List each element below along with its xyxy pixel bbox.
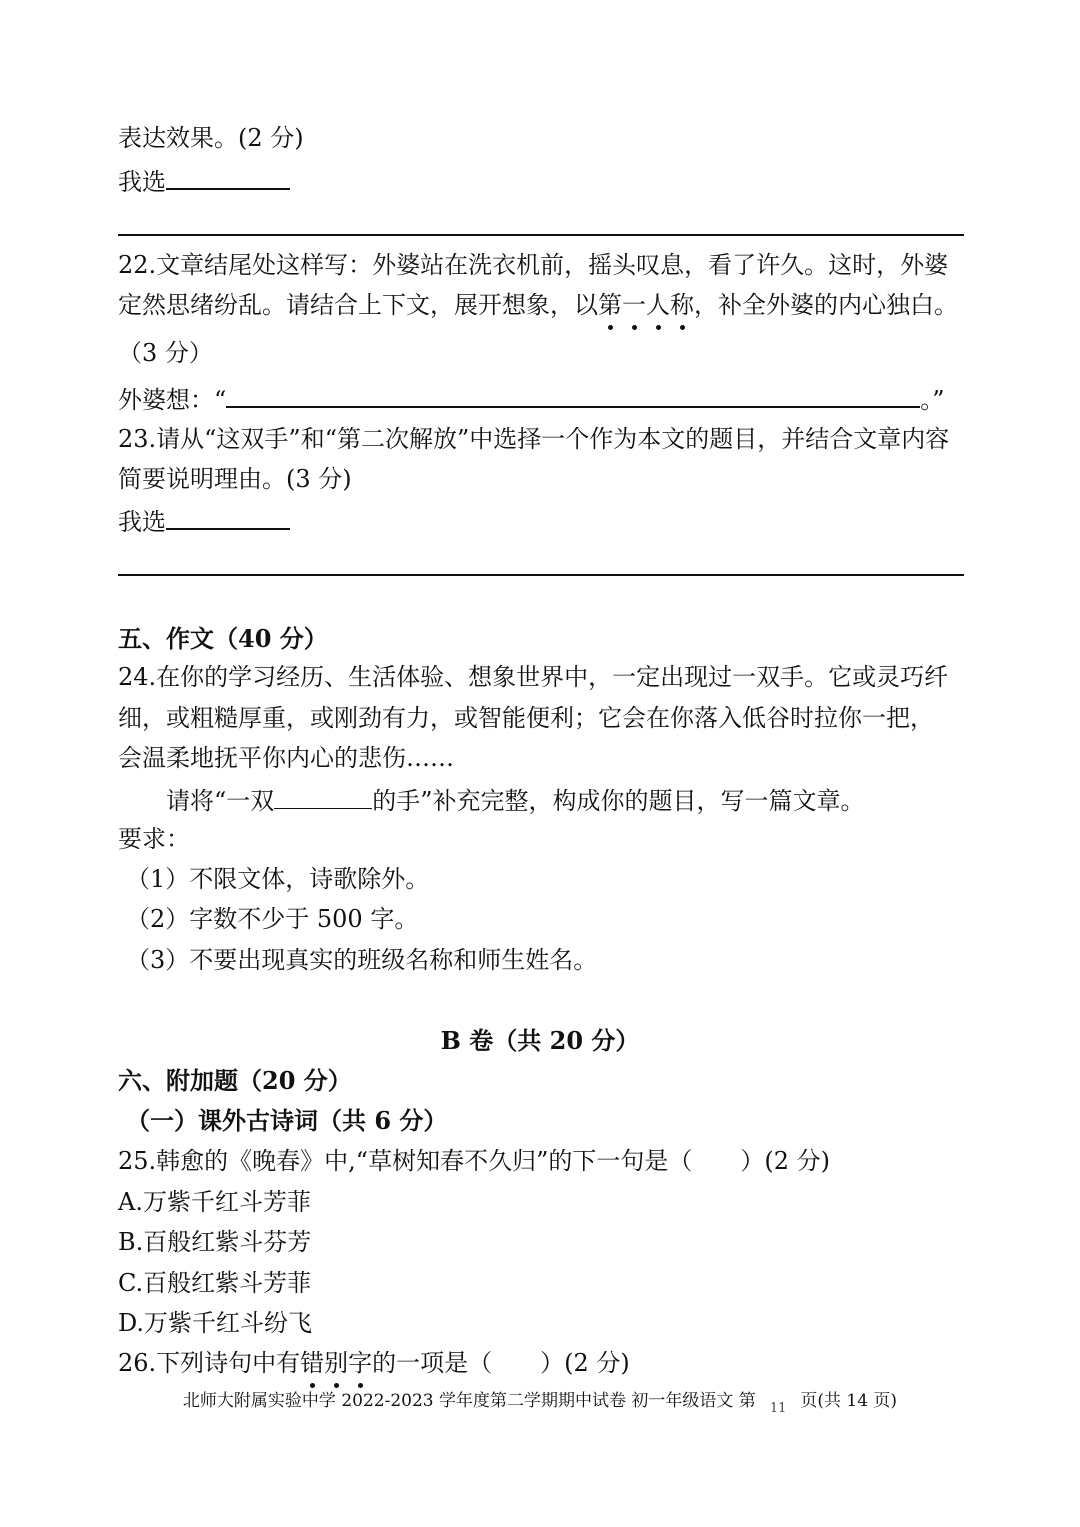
q25-stem: 25.韩愈的《晚春》中,“草树知春不久归”的下一句是（ ）(2 分) xyxy=(118,1147,830,1175)
q21-choose-row xyxy=(118,164,290,197)
q25-option-a[interactable]: A.万紫千红斗芳菲 xyxy=(118,1188,311,1216)
q22-monologue-blank[interactable] xyxy=(226,382,920,408)
q24-requirement-2: （2）字数不少于 500 字。 xyxy=(126,905,419,933)
section6-sub1-title: （一）课外古诗词（共 6 分） xyxy=(126,1106,448,1135)
q26-stem-after: 的一项是（ ）(2 分) xyxy=(372,1349,630,1377)
q24-title-blank[interactable] xyxy=(274,784,372,809)
q22-prompt-label: 外婆想：“ xyxy=(118,386,227,414)
q26-emph-char-1: 错 xyxy=(300,1349,325,1377)
q22-line2-after: ，补全外婆的内心独白。 xyxy=(694,291,958,319)
q23-choose-row xyxy=(118,504,290,537)
page-footer xyxy=(0,1390,1080,1414)
q26-stem-before: 26.下列诗句中有 xyxy=(118,1349,301,1377)
q21-answer-line[interactable] xyxy=(118,234,964,236)
q22-line2 xyxy=(118,290,958,320)
q24-line2: 细，或粗糙厚重，或刚劲有力，或智能便利；它会在你落入低谷时拉你一把， xyxy=(118,704,934,732)
q24-line3: 会温柔地抚平你内心的悲伤…… xyxy=(118,744,454,772)
footer-text-before: 北师大附属实验中学 2022-2023 学年度第二学期期中试卷 初一年级语文 第 xyxy=(182,1391,756,1411)
section6-title: 六、附加题（20 分） xyxy=(118,1066,352,1095)
q24-instruction-after: 的手”补充完整，构成你的题目，写一篇文章。 xyxy=(372,787,865,815)
q23-answer-line[interactable] xyxy=(118,574,964,576)
q21-tail-text: 表达效果。(2 分) xyxy=(118,124,304,152)
q25-option-d[interactable]: D.万紫千红斗纷飞 xyxy=(118,1309,313,1337)
q26-stem xyxy=(118,1348,630,1378)
q22-prompt-end: 。” xyxy=(920,386,945,414)
q26-emph-char-3: 字 xyxy=(348,1349,373,1377)
q23-choose-label: 我选 xyxy=(118,508,166,536)
section5-title: 五、作文（40 分） xyxy=(118,624,328,653)
q24-instruction-before: 请将“一双 xyxy=(166,787,275,815)
q22-emph-char-4: 称 xyxy=(670,291,694,319)
footer-page-number: 11 xyxy=(769,1401,787,1416)
q22-line2-before: 定然思绪纷乱。请结合上下文，展开想象，以 xyxy=(118,291,598,319)
q22-emph-char-3: 人 xyxy=(646,291,670,319)
q24-instruction xyxy=(166,784,865,816)
q21-choose-label: 我选 xyxy=(118,168,166,196)
footer-text-after: 页(共 14 页) xyxy=(800,1391,898,1411)
q24-requirement-1: （1）不限文体，诗歌除外。 xyxy=(126,865,430,893)
q22-prompt-row xyxy=(118,382,945,415)
volume-b-title: B 卷（共 20 分） xyxy=(440,1026,640,1055)
q24-line1: 24.在你的学习经历、生活体验、想象世界中，一定出现过一双手。它或灵巧纤 xyxy=(118,663,949,691)
q22-score: （3 分） xyxy=(118,339,213,367)
q22-emph-char-1: 第 xyxy=(598,291,622,319)
q25-option-b[interactable]: B.百般红紫斗芬芳 xyxy=(118,1228,312,1256)
q24-requirements-label: 要求： xyxy=(118,825,190,853)
q23-line1: 23.请从“这双手”和“第二次解放”中选择一个作为本文的题目，并结合文章内容 xyxy=(118,425,950,453)
q26-emph-char-2: 别 xyxy=(324,1349,349,1377)
q21-choice-blank[interactable] xyxy=(166,164,290,190)
q22-line1: 22.文章结尾处这样写：外婆站在洗衣机前，摇头叹息，看了许久。这时，外婆 xyxy=(118,251,949,279)
q22-emph-char-2: 一 xyxy=(622,291,646,319)
q23-line2: 简要说明理由。(3 分) xyxy=(118,465,352,493)
q23-choice-blank[interactable] xyxy=(166,504,290,530)
q25-option-c[interactable]: C.百般红紫斗芳菲 xyxy=(118,1269,312,1297)
q24-requirement-3: （3）不要出现真实的班级名称和师生姓名。 xyxy=(126,946,598,974)
